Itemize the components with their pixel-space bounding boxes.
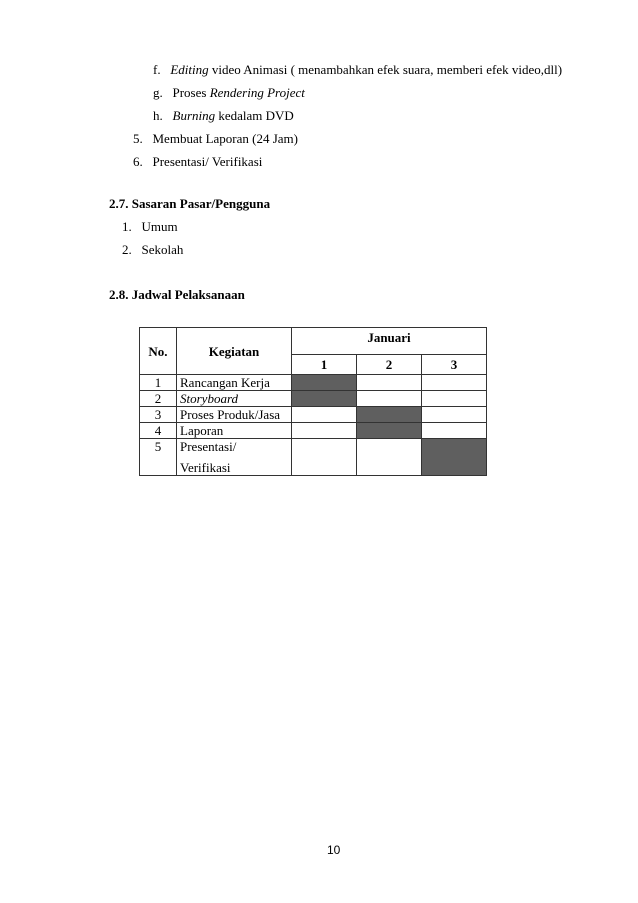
- section-heading-2-8: 2.8. Jadwal Pelaksanaan: [109, 287, 245, 302]
- cell-no: 1: [140, 375, 177, 391]
- cell-week-1: [292, 375, 357, 391]
- schedule-table: [139, 327, 487, 476]
- header-kegiatan: Kegiatan: [177, 328, 292, 375]
- cell-week-1: [292, 423, 357, 439]
- cell-kegiatan: [177, 391, 292, 407]
- kegiatan-text: Laporan: [180, 423, 224, 438]
- list-marker: f.: [153, 62, 161, 77]
- cell-kegiatan: [177, 423, 292, 439]
- list-marker: 6.: [133, 154, 143, 169]
- list-item-6: [133, 154, 262, 170]
- cell-week-2: [357, 423, 422, 439]
- cell-no: 4: [140, 423, 177, 439]
- list-item-h: [153, 108, 294, 124]
- cell-no: 3: [140, 407, 177, 423]
- list-text-italic: Rendering Project: [209, 85, 305, 100]
- list-marker: h.: [153, 108, 163, 123]
- list-text: Presentasi/ Verifikasi: [152, 154, 263, 169]
- kegiatan-text: Storyboard: [180, 391, 239, 406]
- cell-week-3: [422, 439, 487, 476]
- kegiatan-text: Proses Produk/Jasa: [180, 407, 281, 422]
- cell-week-1: [292, 407, 357, 423]
- header-week-1: 1: [292, 355, 357, 375]
- list-text: kedalam DVD: [215, 108, 294, 123]
- cell-week-1: [292, 391, 357, 407]
- list-marker: 2.: [122, 242, 132, 257]
- kegiatan-text: Presentasi/: [180, 439, 237, 454]
- list-text: Membuat Laporan (24 Jam): [152, 131, 298, 146]
- cell-week-3: [422, 407, 487, 423]
- list-item-f: [153, 62, 562, 78]
- header-no: No.: [140, 328, 177, 375]
- list-text: video Animasi ( menambahkan efek suara, memberi efek video,dll): [208, 62, 563, 77]
- table-row: [140, 375, 487, 391]
- list-text: Proses: [172, 85, 210, 100]
- cell-week-2: [357, 407, 422, 423]
- kegiatan-text: Rancangan Kerja: [180, 375, 270, 390]
- cell-week-3: [422, 375, 487, 391]
- cell-kegiatan: [177, 439, 292, 476]
- list-text-italic: Editing: [170, 62, 209, 77]
- list-item-sekolah: [122, 242, 183, 258]
- table-row: [140, 391, 487, 407]
- list-text: Sekolah: [141, 242, 184, 257]
- cell-no: 2: [140, 391, 177, 407]
- list-text-italic: Burning: [172, 108, 216, 123]
- table-row: [140, 423, 487, 439]
- header-month: Januari: [292, 328, 487, 355]
- cell-week-2: [357, 439, 422, 476]
- cell-no: 5: [140, 439, 177, 476]
- list-marker: 5.: [133, 131, 143, 146]
- cell-kegiatan: [177, 407, 292, 423]
- table-row: [140, 407, 487, 423]
- section-heading-2-7: 2.7. Sasaran Pasar/Pengguna: [109, 196, 271, 211]
- kegiatan-text-line2: Verifikasi: [180, 460, 231, 475]
- header-week-2: 2: [357, 355, 422, 375]
- cell-week-2: [357, 391, 422, 407]
- list-item-umum: [122, 219, 178, 235]
- header-week-3: 3: [422, 355, 487, 375]
- cell-week-3: [422, 391, 487, 407]
- table-row: [140, 439, 487, 476]
- cell-kegiatan: [177, 375, 292, 391]
- cell-week-1: [292, 439, 357, 476]
- list-marker: 1.: [122, 219, 132, 234]
- list-item-5: [133, 131, 298, 147]
- cell-week-3: [422, 423, 487, 439]
- page-number: 10: [327, 843, 341, 857]
- list-text: Umum: [141, 219, 178, 234]
- list-marker: g.: [153, 85, 163, 100]
- cell-week-2: [357, 375, 422, 391]
- list-item-g: [153, 85, 305, 101]
